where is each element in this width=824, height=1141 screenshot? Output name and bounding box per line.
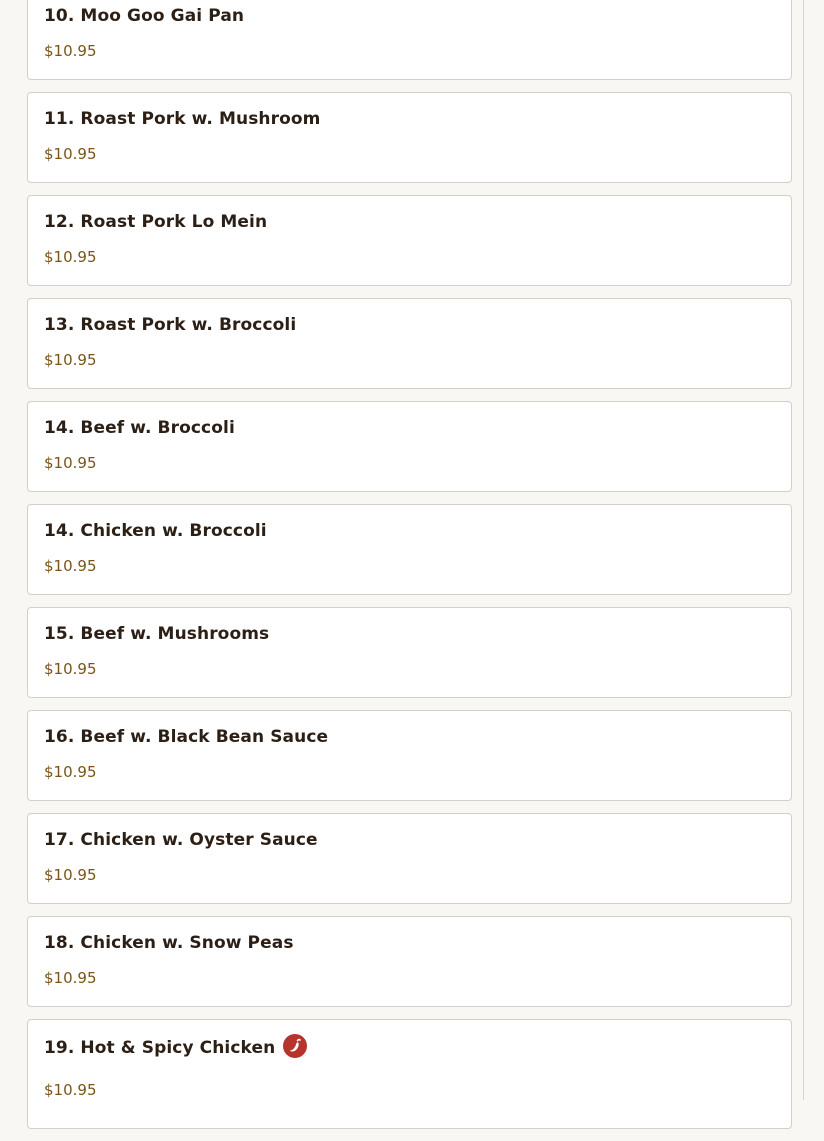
menu-item-name: 11. Roast Pork w. Mushroom	[44, 109, 321, 129]
menu-item-name: 19. Hot & Spicy Chicken	[44, 1038, 276, 1058]
menu-item-price: $10.95	[44, 557, 97, 575]
menu-item-name: 18. Chicken w. Snow Peas	[44, 933, 294, 953]
menu-item-name: 15. Beef w. Mushrooms	[44, 624, 270, 644]
menu-item-name: 14. Chicken w. Broccoli	[44, 521, 267, 541]
menu-item-card[interactable]	[27, 813, 792, 904]
menu-item-card[interactable]	[27, 92, 792, 183]
menu-item-price: $10.95	[44, 42, 97, 60]
menu-item-price: $10.95	[44, 1081, 97, 1099]
chili-pepper-icon	[283, 1034, 307, 1058]
menu-item-card[interactable]	[27, 195, 792, 286]
menu-item-card[interactable]	[27, 504, 792, 595]
menu-item-price: $10.95	[44, 866, 97, 884]
menu-item-card[interactable]	[27, 710, 792, 801]
menu-item-card[interactable]	[27, 0, 792, 80]
menu-item-price: $10.95	[44, 248, 97, 266]
menu-item-price: $10.95	[44, 969, 97, 987]
menu-item-card[interactable]	[27, 298, 792, 389]
menu-item-price: $10.95	[44, 454, 97, 472]
menu-item-card[interactable]	[27, 916, 792, 1007]
menu-item-name: 16. Beef w. Black Bean Sauce	[44, 727, 329, 747]
menu-item-name: 12. Roast Pork Lo Mein	[44, 212, 268, 232]
menu-item-card[interactable]	[27, 401, 792, 492]
menu-item-card[interactable]	[27, 1019, 792, 1129]
menu-item-name: 10. Moo Goo Gai Pan	[44, 6, 245, 26]
menu-item-price: $10.95	[44, 351, 97, 369]
menu-item-price: $10.95	[44, 145, 97, 163]
menu-item-price: $10.95	[44, 763, 97, 781]
page-divider	[803, 0, 804, 1100]
menu-item-name: 14. Beef w. Broccoli	[44, 418, 235, 438]
menu-item-price: $10.95	[44, 660, 97, 678]
menu-item-list	[27, 0, 792, 1141]
menu-item-name-row	[44, 1036, 307, 1060]
menu-item-name: 13. Roast Pork w. Broccoli	[44, 315, 297, 335]
menu-item-card[interactable]	[27, 607, 792, 698]
menu-item-name: 17. Chicken w. Oyster Sauce	[44, 830, 318, 850]
